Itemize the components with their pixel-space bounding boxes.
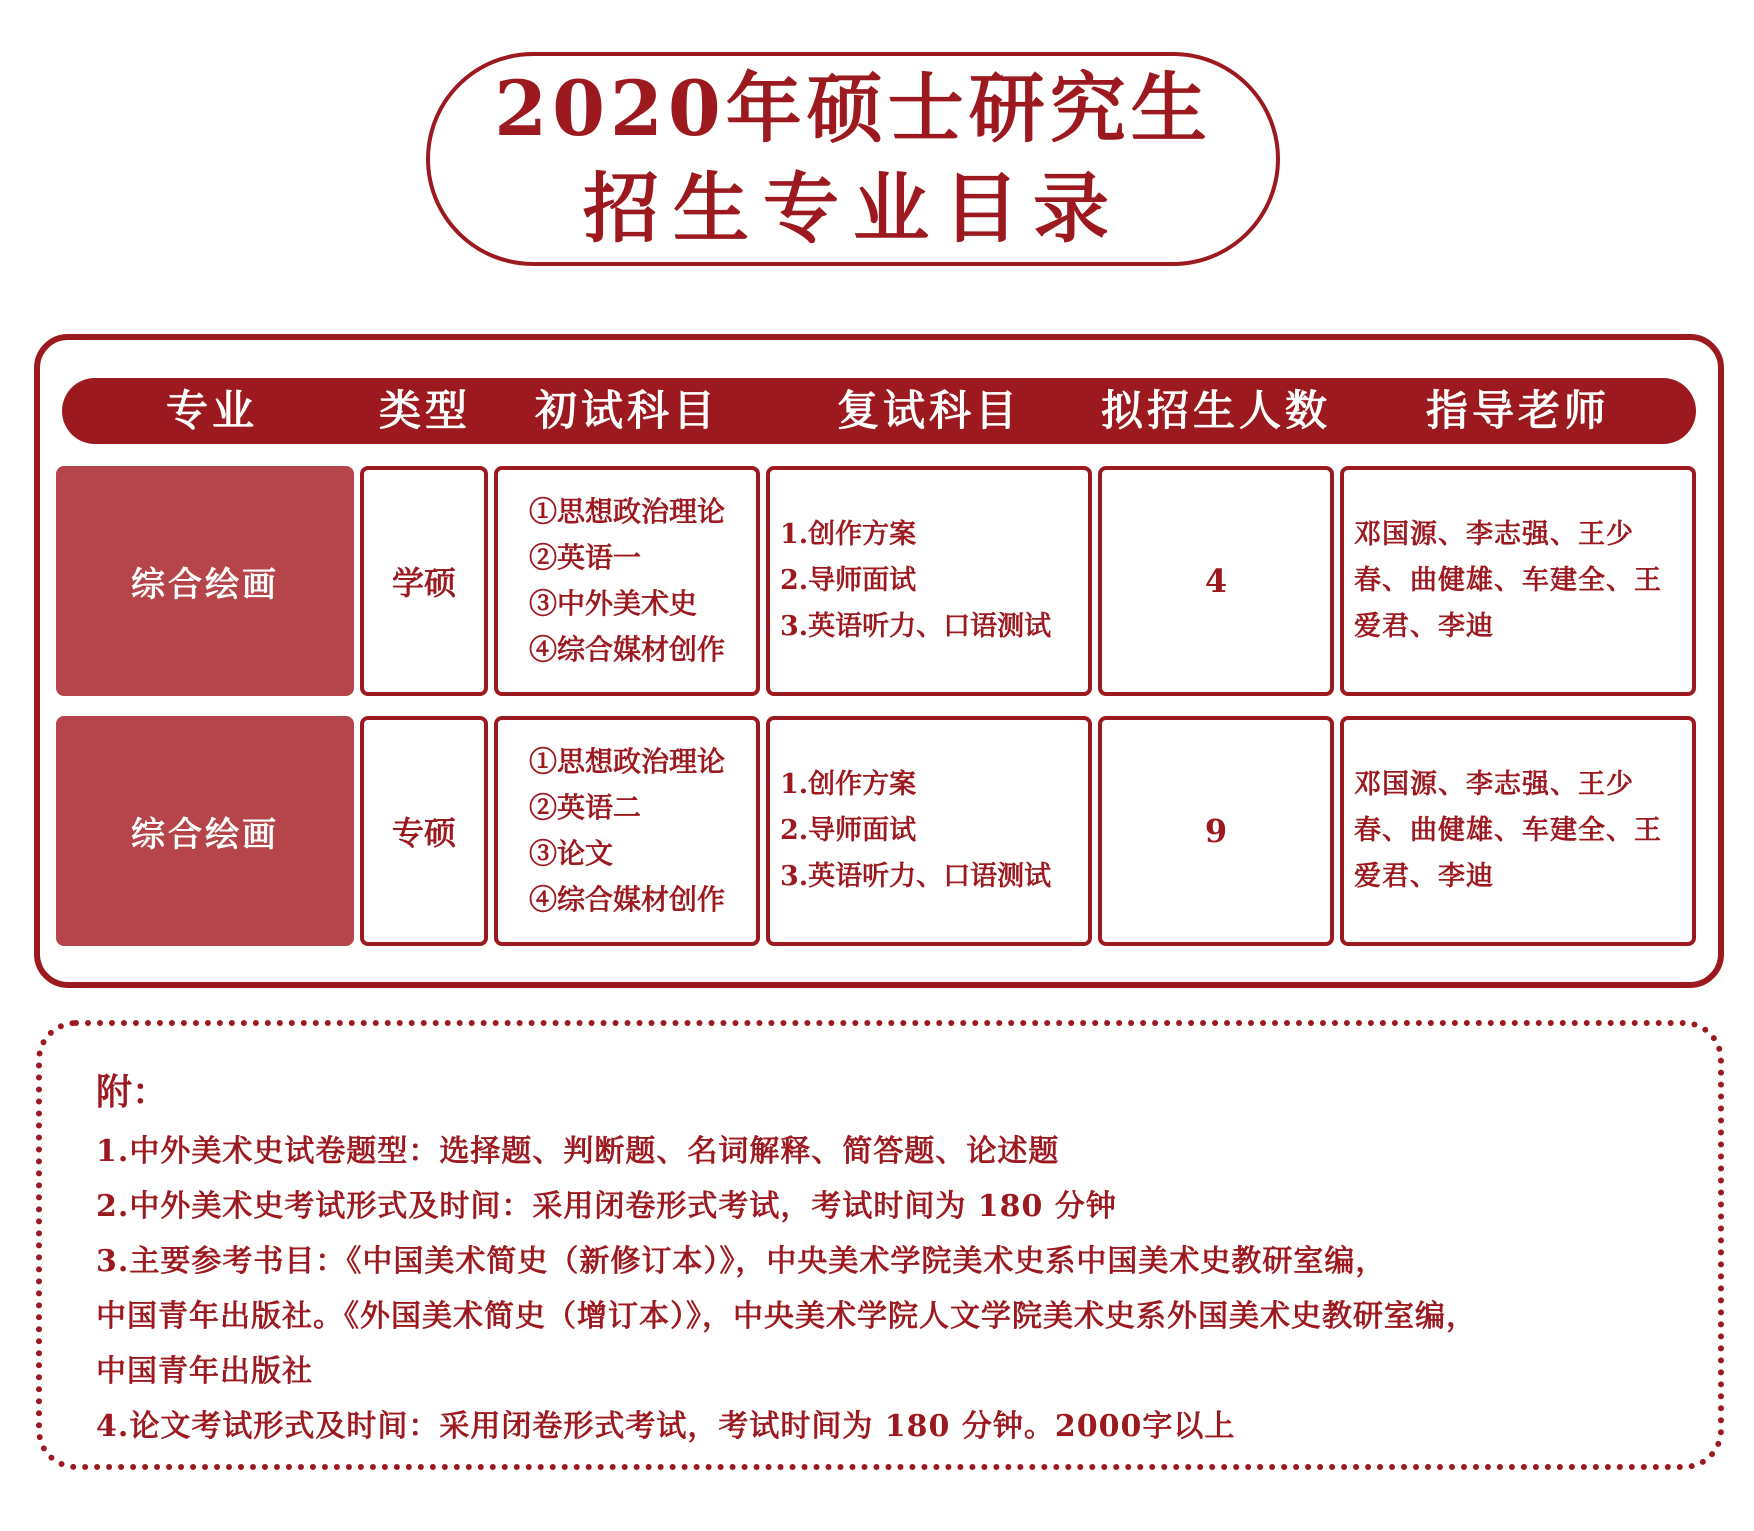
header-retest: 复试科目 xyxy=(836,386,1021,435)
row-2-quota: 9 xyxy=(1098,716,1334,946)
page-title xyxy=(426,52,1280,266)
title-line-1: 2020年硕士研究生 xyxy=(494,64,1212,153)
row-1-first-exam-item: ②英语一 xyxy=(528,541,641,574)
row-2-type: 专硕 xyxy=(360,716,488,946)
row-1-retest-item: 2.导师面试 xyxy=(780,565,917,596)
notes-line: 中国青年出版社。《外国美术简史（增订本）》，中央美术学院人文学院美术史系外国美术史教研室编， xyxy=(96,1299,1477,1334)
row-1-teachers-text: 邓国源、李志强、王少春、曲健雄、车建全、王爱君、李迪 xyxy=(1354,519,1662,642)
row-2-retest-item: 2.导师面试 xyxy=(780,815,917,846)
row-2-first-exam-item: ①思想政治理论 xyxy=(528,745,725,778)
row-1-retest-item: 1.创作方案 xyxy=(780,519,917,550)
notes-line: 4.论文考试形式及时间：采用闭卷形式考试，考试时间为 180 分钟。2000字以上 xyxy=(96,1409,1236,1444)
notes-lines xyxy=(96,1124,1696,1454)
notes-line: 中国青年出版社 xyxy=(96,1354,313,1389)
row-2-retest xyxy=(766,716,1092,946)
row-1-first-exam-item: ④综合媒材创作 xyxy=(528,633,725,666)
row-1-retest xyxy=(766,466,1092,696)
header-first-exam: 初试科目 xyxy=(534,386,719,435)
row-2-teachers xyxy=(1340,716,1696,946)
row-2-first-exam-item: ③论文 xyxy=(528,837,613,870)
row-2-first-exam xyxy=(494,716,760,946)
row-1-first-exam-item: ①思想政治理论 xyxy=(528,495,725,528)
row-2-retest-item: 1.创作方案 xyxy=(780,769,917,800)
row-2-first-exam-item: ④综合媒材创作 xyxy=(528,883,725,916)
row-2-first-exam-item: ②英语二 xyxy=(528,791,641,824)
header-teachers: 指导老师 xyxy=(1425,386,1610,435)
row-2-teachers-text: 邓国源、李志强、王少春、曲健雄、车建全、王爱君、李迪 xyxy=(1354,769,1662,892)
row-2-major: 综合绘画 xyxy=(56,716,354,946)
notes-line: 2.中外美术史考试形式及时间：采用闭卷形式考试，考试时间为 180 分钟 xyxy=(96,1189,1117,1224)
row-2-retest-item: 3.英语听力、口语测试 xyxy=(780,861,1052,892)
row-1-quota: 4 xyxy=(1098,466,1334,696)
header-type: 类型 xyxy=(378,386,471,435)
header-major: 专业 xyxy=(165,386,258,435)
row-1-major: 综合绘画 xyxy=(56,466,354,696)
row-1-retest-item: 3.英语听力、口语测试 xyxy=(780,611,1052,642)
notes-line: 1.中外美术史试卷题型：选择题、判断题、名词解释、简答题、论述题 xyxy=(96,1134,1060,1169)
row-1-teachers xyxy=(1340,466,1696,696)
row-1-first-exam xyxy=(494,466,760,696)
title-line-2: 招生专业目录 xyxy=(583,164,1123,253)
notes-line: 3.主要参考书目：《中国美术简史（新修订本）》，中央美术学院美术史系中国美术史教研室编， xyxy=(96,1244,1387,1279)
row-1-type: 学硕 xyxy=(360,466,488,696)
row-1-first-exam-item: ③中外美术史 xyxy=(528,587,697,620)
header-quota: 拟招生人数 xyxy=(1100,386,1331,435)
notes-title: 附： xyxy=(96,1071,169,1113)
